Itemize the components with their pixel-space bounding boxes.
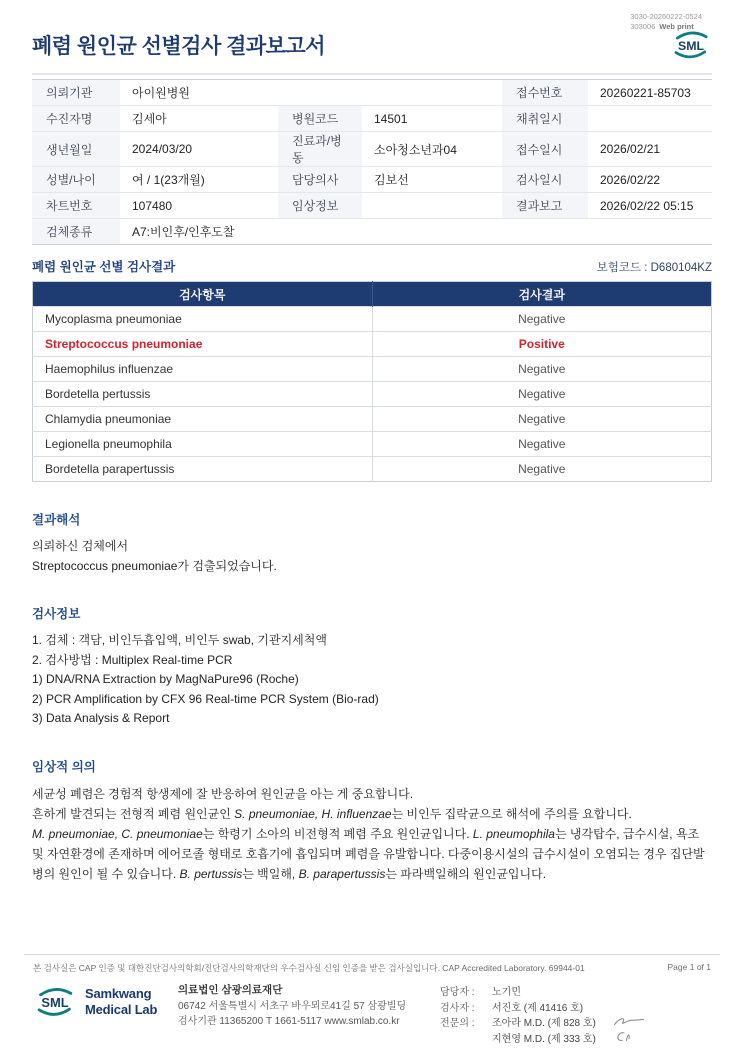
value-receipt-datetime: 2026/02/21 [600, 142, 661, 156]
footer-brand [32, 983, 178, 1021]
organism-name: Legionella pneumophila [33, 432, 373, 457]
info-row-4 [32, 167, 712, 193]
print-type-label: Web print [659, 22, 694, 31]
info-row-5 [32, 193, 712, 219]
test-info-line: 1) DNA/RNA Extraction by MagNaPure96 (Roche) [32, 672, 299, 686]
label-chart-number: 차트번호 [32, 193, 120, 219]
staff-row [440, 999, 716, 1015]
clinical-paragraph: 세균성 폐렴은 경험적 항생제에 잘 반응하여 원인균을 아는 게 중요합니다. [32, 786, 414, 801]
value-clinical-info [362, 193, 502, 219]
interpretation-section [32, 510, 712, 576]
print-code-line1: 3030-20260222-0524 [630, 12, 702, 21]
svg-text:SML: SML [41, 995, 69, 1011]
test-info-section [32, 604, 712, 729]
value-chart-number: 107480 [132, 198, 173, 213]
label-attending-doctor: 담당의사 [278, 167, 362, 193]
staff-row [440, 1014, 716, 1030]
organism-result: Negative [372, 432, 712, 457]
label-clinical-info: 임상정보 [278, 193, 362, 219]
column-test-item: 검사항목 [33, 282, 373, 307]
results-header-row [33, 282, 712, 307]
label-test-datetime: 검사일시 [502, 167, 588, 193]
footer-staff-list [440, 983, 716, 1045]
header-divider [32, 73, 712, 75]
info-row-1 [32, 80, 712, 106]
label-patient-name: 수진자명 [32, 106, 120, 132]
page-indicator: Page 1 of 1 [667, 962, 711, 972]
label-receipt-number: 접수번호 [502, 80, 588, 106]
interpretation-heading: 결과해석 [32, 513, 81, 527]
svg-text:SML: SML [677, 38, 705, 53]
signature-2-icon [612, 1030, 646, 1044]
organism-result: Negative [372, 382, 712, 407]
staff-label: 검사자 : [440, 1002, 475, 1014]
organism-result: Negative [372, 407, 712, 432]
value-receipt-number: 20260221-85703 [600, 85, 691, 100]
table-row [33, 332, 712, 357]
label-receipt-datetime: 접수일시 [502, 132, 588, 167]
footer-org-info [178, 983, 440, 1030]
value-result-report: 2026/02/22 05:15 [600, 198, 694, 213]
clinical-significance-section [32, 757, 712, 884]
interpretation-line: 의뢰하신 검체에서 [32, 539, 129, 553]
accreditation-text: 본 검사실은 CAP 인증 및 대한진단검사의학회/진단검사의학재단의 우수검사실 신임 인증을 받은 검사실입니다. CAP Accredited Laboratory. 69944-01 [33, 963, 585, 973]
org-name: 의료법인 삼광의료재단 [178, 984, 283, 996]
patient-info-table [32, 79, 712, 245]
test-info-line: 2) PCR Amplification by CFX 96 Real-time PCR System (Bio-rad) [32, 691, 379, 706]
staff-value: 조아라 M.D. (제 828 호) [492, 1018, 596, 1030]
table-row [33, 457, 712, 482]
organism-result: Negative [372, 307, 712, 332]
test-info-line: 3) Data Analysis & Report [32, 711, 170, 725]
staff-value: 노기민 [492, 987, 521, 999]
interpretation-line: Streptococcus pneumoniae가 검출되었습니다. [32, 558, 277, 573]
table-row [33, 407, 712, 432]
label-birth-date: 생년월일 [32, 132, 120, 167]
organism-name: Bordetella pertussis [33, 382, 373, 407]
staff-value: 서진호 (제 41416 호) [492, 1002, 584, 1014]
print-code-line2: 303006 Web print [630, 22, 694, 31]
table-row [33, 382, 712, 407]
label-result-report: 결과보고 [502, 193, 588, 219]
staff-label: 담당자 : [440, 987, 475, 999]
organism-name: Haemophilus influenzae [33, 357, 373, 382]
value-collection-datetime [588, 106, 712, 132]
value-sex-age: 여 / 1(23개월) [132, 173, 205, 187]
test-info-line: 1. 검체 : 객담, 비인두흡입액, 비인두 swab, 기관지세척액 [32, 633, 327, 647]
column-test-result: 검사결과 [372, 282, 712, 307]
value-attending-doctor: 김보선 [374, 173, 409, 187]
clinical-paragraph: 흔하게 발견되는 전형적 폐렴 원인균인 S. pneumoniae, H. influenzae는 비인두 집락균으로 해석에 주의를 요합니다. [32, 806, 632, 821]
clinical-heading: 임상적 의의 [32, 759, 96, 774]
results-section-bar [32, 257, 712, 275]
sml-logo-icon [669, 27, 713, 63]
info-row-6 [32, 219, 712, 245]
info-row-2 [32, 106, 712, 132]
label-collection-datetime: 채취일시 [502, 106, 588, 132]
label-hospital-code: 병원코드 [278, 106, 362, 132]
value-specimen-type: A7:비인후/인후도찰 [132, 225, 235, 239]
label-requesting-org: 의뢰기관 [32, 80, 120, 106]
value-birth-date: 2024/03/20 [132, 142, 193, 156]
organism-name: Mycoplasma pneumoniae [33, 307, 373, 332]
staff-label: 전문의 : [440, 1018, 475, 1030]
page-title: 폐렴 원인균 선별검사 결과보고서 [32, 35, 326, 58]
info-row-3 [32, 132, 712, 167]
organism-result: Negative [372, 457, 712, 482]
sml-logo-icon [32, 983, 78, 1021]
value-patient-name: 김세아 [132, 112, 167, 126]
value-test-datetime: 2026/02/22 [600, 172, 661, 187]
clinical-paragraph: M. pneumoniae, C. pneumoniae는 학령기 소아의 비전형적 폐렴 주요 원인균입니다. L. pneumophila는 냉각탑수, 급수시설, 욕조 및 자연환경에 존재하며 에어로졸 형태로 호흡기에 흡입되며 폐렴을 유발합니다. 다중이용시설의 급수시설이 오염되는 경우 집단발병의 원인이 될 수 있습니다. B. pertussis는 백일해, B. parapertussis는 파라백일해의 원인균입니다. [32, 826, 705, 881]
test-info-heading: 검사정보 [32, 607, 81, 621]
organism-result: Negative [372, 357, 712, 382]
organism-result: Positive [372, 332, 712, 357]
results-section-title: 폐렴 원인균 선별 검사결과 [32, 260, 176, 274]
staff-row [440, 1030, 716, 1046]
footer [32, 983, 716, 1045]
brand-name: Samkwang Medical Lab [85, 986, 158, 1017]
clinical-paragraphs [32, 784, 712, 884]
organism-name: Chlamydia pneumoniae [33, 407, 373, 432]
organism-name: Bordetella parapertussis [33, 457, 373, 482]
organism-name: Streptococcus pneumoniae [33, 332, 373, 357]
accreditation-bar [24, 954, 720, 974]
results-table [32, 281, 712, 482]
staff-row [440, 983, 716, 999]
label-specimen-type: 검체종류 [32, 219, 120, 245]
org-address: 06742 서울특별시 서초구 바우뫼로41길 57 삼광빌딩 [178, 1000, 407, 1012]
label-department-ward: 진료과/병동 [278, 132, 362, 167]
insurance-code: 보험코드 : D680104KZ [596, 262, 712, 274]
staff-value: 지현영 M.D. (제 333 호) [492, 1033, 596, 1045]
value-hospital-code: 14501 [374, 111, 408, 126]
label-sex-age: 성별/나이 [32, 167, 120, 193]
signature-1-icon [612, 1015, 646, 1029]
table-row [33, 307, 712, 332]
value-department-ward: 소아청소년과04 [374, 142, 457, 157]
test-info-line: 2. 검사방법 : Multiplex Real-time PCR [32, 652, 233, 667]
org-contact: 검사기관 11365200 T 1661-5117 www.smlab.co.kr [178, 1016, 400, 1027]
table-row [33, 357, 712, 382]
value-requesting-org: 아이원병원 [132, 86, 190, 100]
table-row [33, 432, 712, 457]
